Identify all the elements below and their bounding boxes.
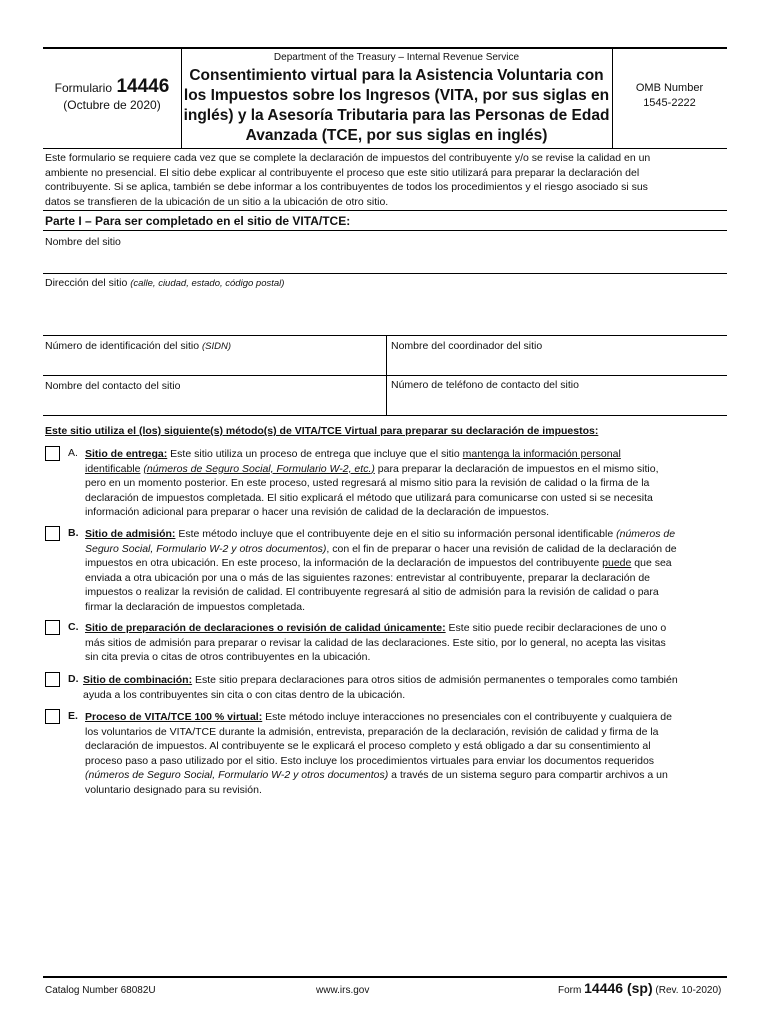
method-c-heading: Sitio de preparación de declaraciones o revisión de calidad únicamente: bbox=[85, 622, 446, 634]
title-line-3: inglés) y la Asesoría Tributaria para las Personas de Edad bbox=[183, 107, 610, 124]
catalog-number: Catalog Number 68082U bbox=[45, 985, 156, 996]
footer-form-id bbox=[558, 980, 721, 996]
sidn-field[interactable] bbox=[43, 354, 385, 374]
part1-title: Parte I – Para ser completado en el sitio de VITA/TCE: bbox=[45, 214, 351, 228]
footer-form-prefix: Form bbox=[558, 985, 582, 996]
method-c-text: Sitio de preparación de declaraciones o revisión de calidad únicamente: Este sitio puede recibir declaraciones de uno o más sitios de admisión para preparar o revisar la calidad de las declaraciones. Este sitio, por lo general, no acepta las visitas sin cita previa o citas de otros contribuyentes en la ubicación. bbox=[85, 622, 667, 663]
intro-line: Este formulario se requiere cada vez que se complete la declaración de impuestos del contribuyente y/o se revise la calidad en un bbox=[45, 152, 651, 164]
methods-title: Este sitio utiliza el (los) siguiente(s) método(s) de VITA/TCE Virtual para preparar su declaración de impuestos: bbox=[45, 425, 599, 437]
method-e-checkbox[interactable] bbox=[45, 709, 60, 724]
site-name-rule bbox=[43, 273, 727, 274]
method-d-checkbox[interactable] bbox=[45, 672, 60, 687]
omb-block bbox=[612, 81, 727, 111]
site-address-label: Dirección del sitio bbox=[45, 277, 128, 289]
footer-form-number: 14446 (sp) bbox=[584, 980, 653, 996]
intro-line: contribuyente. Si se aplica, también se debe informar a los contribuyentes de todos los procedimientos y el riesgo asociado si sus bbox=[45, 181, 648, 193]
row3-rule bbox=[43, 375, 727, 376]
method-d-heading: Sitio de combinación: bbox=[83, 674, 193, 686]
form-title bbox=[181, 66, 612, 146]
row4-rule bbox=[43, 415, 727, 416]
omb-label: OMB Number bbox=[635, 82, 704, 94]
contact-label: Nombre del contacto del sitio bbox=[45, 380, 181, 392]
intro-paragraph bbox=[45, 151, 735, 209]
phone-field[interactable] bbox=[388, 394, 727, 414]
method-a-checkbox[interactable] bbox=[45, 446, 60, 461]
site-address-label-wrap bbox=[45, 277, 284, 289]
method-b-text: Sitio de admisión: Este método incluye que el contribuyente deje en el sitio su información personal identificable (números de Seguro Social, Formulario W-2 y otros documentos), con el fin de preparar o hacer una revisión de calidad de la declaración de impuestos en otra ubicación. En este proceso, la información de la declaración de impuestos del contribuyente puede que sea enviada a otra ubicación por una o más de las siguientes razones: entrevistar al contribuyente, preparar la declaración de impuestos o realizar la revisión de calidad. El contribuyente regresará al sitio de admisión para la revisión de calidad o para firmar la declaración de impuestos completada. bbox=[85, 528, 677, 613]
form-number: 14446 bbox=[116, 76, 170, 97]
part1-top-rule bbox=[43, 210, 727, 211]
method-e-heading: Proceso de VITA/TCE 100 % virtual: bbox=[85, 711, 263, 723]
department-line: Department of the Treasury – Internal Revenue Service bbox=[273, 52, 520, 63]
intro-line: datos se transfieren de la ubicación de un sitio a la ubicación de otro sitio. bbox=[45, 195, 389, 208]
method-c-letter: C. bbox=[68, 621, 79, 633]
site-name-label: Nombre del sitio bbox=[45, 236, 121, 248]
method-a-heading: Sitio de entrega: bbox=[85, 448, 168, 460]
title-line-1: Consentimiento virtual para la Asistencia Voluntaria con bbox=[189, 67, 604, 84]
form-id bbox=[43, 76, 181, 98]
method-c-checkbox[interactable] bbox=[45, 620, 60, 635]
sidn-label: Número de identificación del sitio bbox=[45, 340, 200, 352]
phone-label: Número de teléfono de contacto del sitio bbox=[391, 379, 579, 391]
method-b-checkbox[interactable] bbox=[45, 526, 60, 541]
irs-website[interactable]: www.irs.gov bbox=[316, 985, 370, 996]
header-bottom-rule bbox=[43, 148, 727, 149]
method-e-text: Proceso de VITA/TCE 100 % virtual: Este método incluye interacciones no presenciales con el contribuyente y cualquiera de los voluntarios de VITA/TCE durante la admisión, entrevista, preparación de la declaración, revisión de calidad y firma de la declaración de impuestos. Al contribuyente se le explicará el proceso completo y está obligado a dar su consentimiento al proceso paso a paso utilizado por el sitio. Esto incluye los procedimientos virtuales para enviar los documentos requeridos (números de Seguro Social, Formulario W-2 y otros documentos) a través de un sistema seguro para compartir archivos a un voluntario designado para su revisión. bbox=[85, 711, 672, 796]
title-line-2: los Impuestos sobre los Ingresos (VITA, por sus siglas en bbox=[183, 87, 610, 104]
method-b-heading: Sitio de admisión: bbox=[85, 528, 176, 540]
coordinator-field[interactable] bbox=[388, 354, 727, 374]
sidn-label-wrap bbox=[45, 340, 231, 352]
form-date: (Octubre de 2020) bbox=[63, 98, 161, 112]
method-d-letter: D. bbox=[68, 673, 79, 685]
footer-rule bbox=[43, 976, 727, 978]
title-line-4: Avanzada (TCE, por sus siglas en inglés) bbox=[245, 127, 548, 144]
footer-revision: (Rev. 10-2020) bbox=[655, 985, 722, 996]
site-address-hint: (calle, ciudad, estado, código postal) bbox=[130, 278, 285, 289]
site-address-field[interactable] bbox=[43, 292, 727, 334]
omb-number: 1545-2222 bbox=[643, 97, 696, 109]
contact-field[interactable] bbox=[43, 394, 385, 414]
method-e-letter: E. bbox=[68, 710, 78, 722]
method-a-letter: A. bbox=[68, 447, 78, 459]
method-d-text: Sitio de combinación: Este sitio prepara declaraciones para otros sitios de admisión permanentes o temporales como también ayuda a los contribuyentes sin cita o con citas dentro de la ubicación. bbox=[83, 674, 678, 701]
method-a-text: Sitio de entrega: Este sitio utiliza un proceso de entrega que incluye que el sitio mantenga la información personal identificable (números de Seguro Social, Formulario W-2, etc.) para preparar la declaración de impuestos en el mismo sitio, pero en un momento posterior. En este proceso, usted regresará al mismo sitio para la revisión de calidad o la firma de la declaración de impuestos completada. El sitio explicará el método que utilizará para comunicarse con usted si se necesita información adicional para preparar o hacer una revisión de calidad de la declaración de impuestos. bbox=[85, 448, 659, 518]
site-name-field[interactable] bbox=[43, 250, 727, 272]
part1-title-rule bbox=[43, 230, 727, 231]
intro-line: ambiente no presencial. El sitio debe explicar al contribuyente el proceso que este sitio utilizará para preparar la declaración del bbox=[45, 166, 640, 179]
form-label: Formulario bbox=[54, 81, 113, 95]
site-address-rule bbox=[43, 335, 727, 336]
header-top-rule bbox=[43, 47, 727, 49]
method-b-letter: B. bbox=[68, 527, 79, 539]
coordinator-label: Nombre del coordinador del sitio bbox=[391, 340, 543, 352]
sidn-hint: (SIDN) bbox=[202, 341, 232, 352]
